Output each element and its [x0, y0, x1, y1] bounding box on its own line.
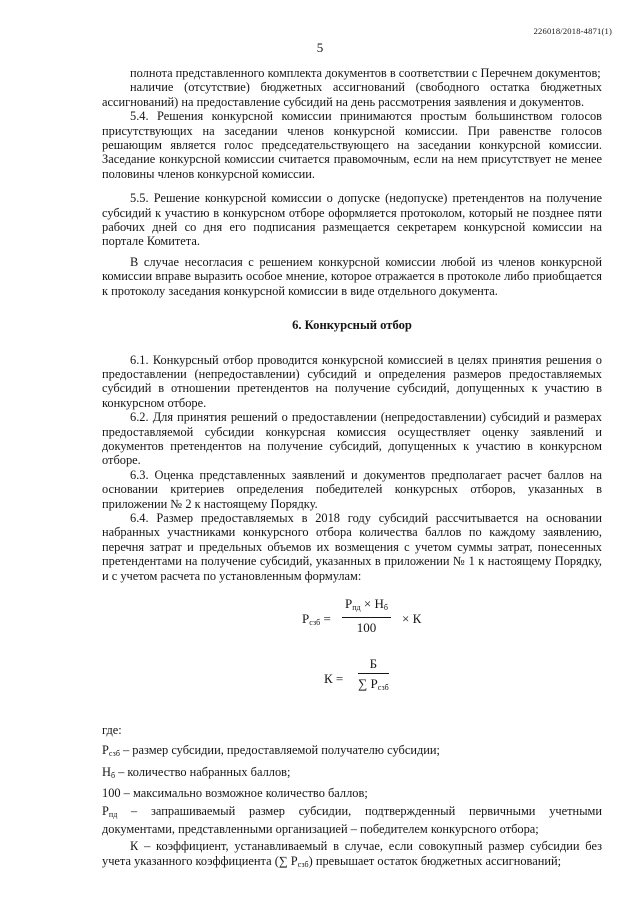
section-heading: 6. Конкурсный отбор	[292, 318, 412, 333]
formula2-denominator: ∑ $Р_{сзб}$	[358, 676, 389, 693]
paragraph-dissent: В случае несогласия с решением конкурсной комиссии любой из членов конкурсной комиссии вправе выразить особое мнение, которое отражается в протоколе либо приобщается к протоколу заседания конкурсной комиссии в виде отдельного документа.	[102, 254, 602, 298]
definition-item: $Р_{пд}$ – запрашиваемый размер субсидии, подтвержденный первичными учетными документами, представленными организацией – победителем конкурсного отбора;	[102, 803, 602, 837]
formula2-lhs: К =	[324, 671, 344, 686]
formula2-fraction	[358, 657, 389, 696]
paragraph-completeness: полнота представленного комплекта документов в соответствии с Перечнем документов;	[130, 66, 601, 80]
definitions-list	[102, 723, 602, 872]
definition-item: 100 – максимально возможное количество баллов;	[102, 786, 368, 801]
paragraph-6-1: 6.1. Конкурсный отбор проводится конкурсной комиссией в целях принятия решения о предоставлении (непредоставлении) субсидий и определения размеров предоставляемых субсидий в отношении претендентов на получение субсидий, допущенных к участию в конкурсном отборе.	[102, 352, 602, 410]
formula-coefficient	[102, 657, 602, 707]
page-number: 5	[316, 40, 324, 55]
definitions-where: где:	[102, 723, 122, 737]
paragraph-5-4: 5.4. Решения конкурсной комиссии принимаются простым большинством голосов присутствующих на заседании членов конкурсной комиссии. При равенстве голосов решающим является голос председательствующего на заседании конкурсной комиссии. Заседание конкурсной комиссии считается правомочным, если на нем присутствует не менее половины членов конкурсной комиссии.	[102, 109, 602, 181]
formula-subsidy	[102, 597, 602, 643]
paragraph-6-2: 6.2. Для принятия решений о предоставлении (непредоставлении) субсидий и размерах предоставляемой субсидии конкурсная комиссия осуществляет оценку заявлений и документов претендентов на получение субсидий, допущенных к участию в конкурсном отборе.	[102, 410, 602, 468]
formula-lhs: $Р_{сзб}$ =	[302, 611, 331, 627]
document-body	[102, 66, 602, 875]
definition-item: $Р_{сзб}$ – размер субсидии, предоставляемой получателю субсидии;	[102, 743, 440, 759]
formula-fraction	[342, 597, 391, 636]
definition-item: $Н_б$ – количество набранных баллов;	[102, 764, 291, 780]
formula-rhs: × К	[402, 611, 422, 626]
document-number: 226018/2018-4871(1)	[533, 26, 612, 36]
paragraph-6-3: 6.3. Оценка представленных заявлений и документов предполагает расчет баллов на основании критериев определения победителей конкурсных отборов, указанных в приложении № 2 к настоящему Порядку.	[102, 467, 602, 511]
definition-item: К – коэффициент, устанавливаемый в случае, если совокупный размер субсидии без учета указанного коэффициента (∑ $Р_{сзб}$) превышает остаток бюджетных ассигнований;	[102, 839, 602, 869]
paragraph-6-4: 6.4. Размер предоставляемых в 2018 году субсидий рассчитывается на основании набранных участниками конкурсного отбора количества баллов по каждому заявлению, перечня затрат и предельных объемов их возмещения с учетом суммы затрат, понесенных претендентами на получение субсидий, указанных в приложении № 1 к настоящему Порядку, и с учетом расчета по установленным формулам:	[102, 510, 602, 583]
formula-numerator: $Р_{пд} \times Н_б$	[342, 597, 391, 618]
paragraph-5-5: 5.5. Решение конкурсной комиссии о допуске (недопуске) претендентов на получение субсидий к участию в конкурсном отборе оформляется протоколом, который не позднее пяти рабочих дней со дня его подписания размещается секретарем конкурсной комиссии на портале Комитета.	[102, 191, 602, 249]
paragraph-budget: наличие (отсутствие) бюджетных ассигнований (свободного остатка бюджетных ассигнований) на предоставление субсидий на день рассмотрения заявления и документов.	[102, 80, 602, 109]
formula2-numerator: Б	[358, 657, 389, 674]
formula-denominator: 100	[356, 620, 377, 636]
